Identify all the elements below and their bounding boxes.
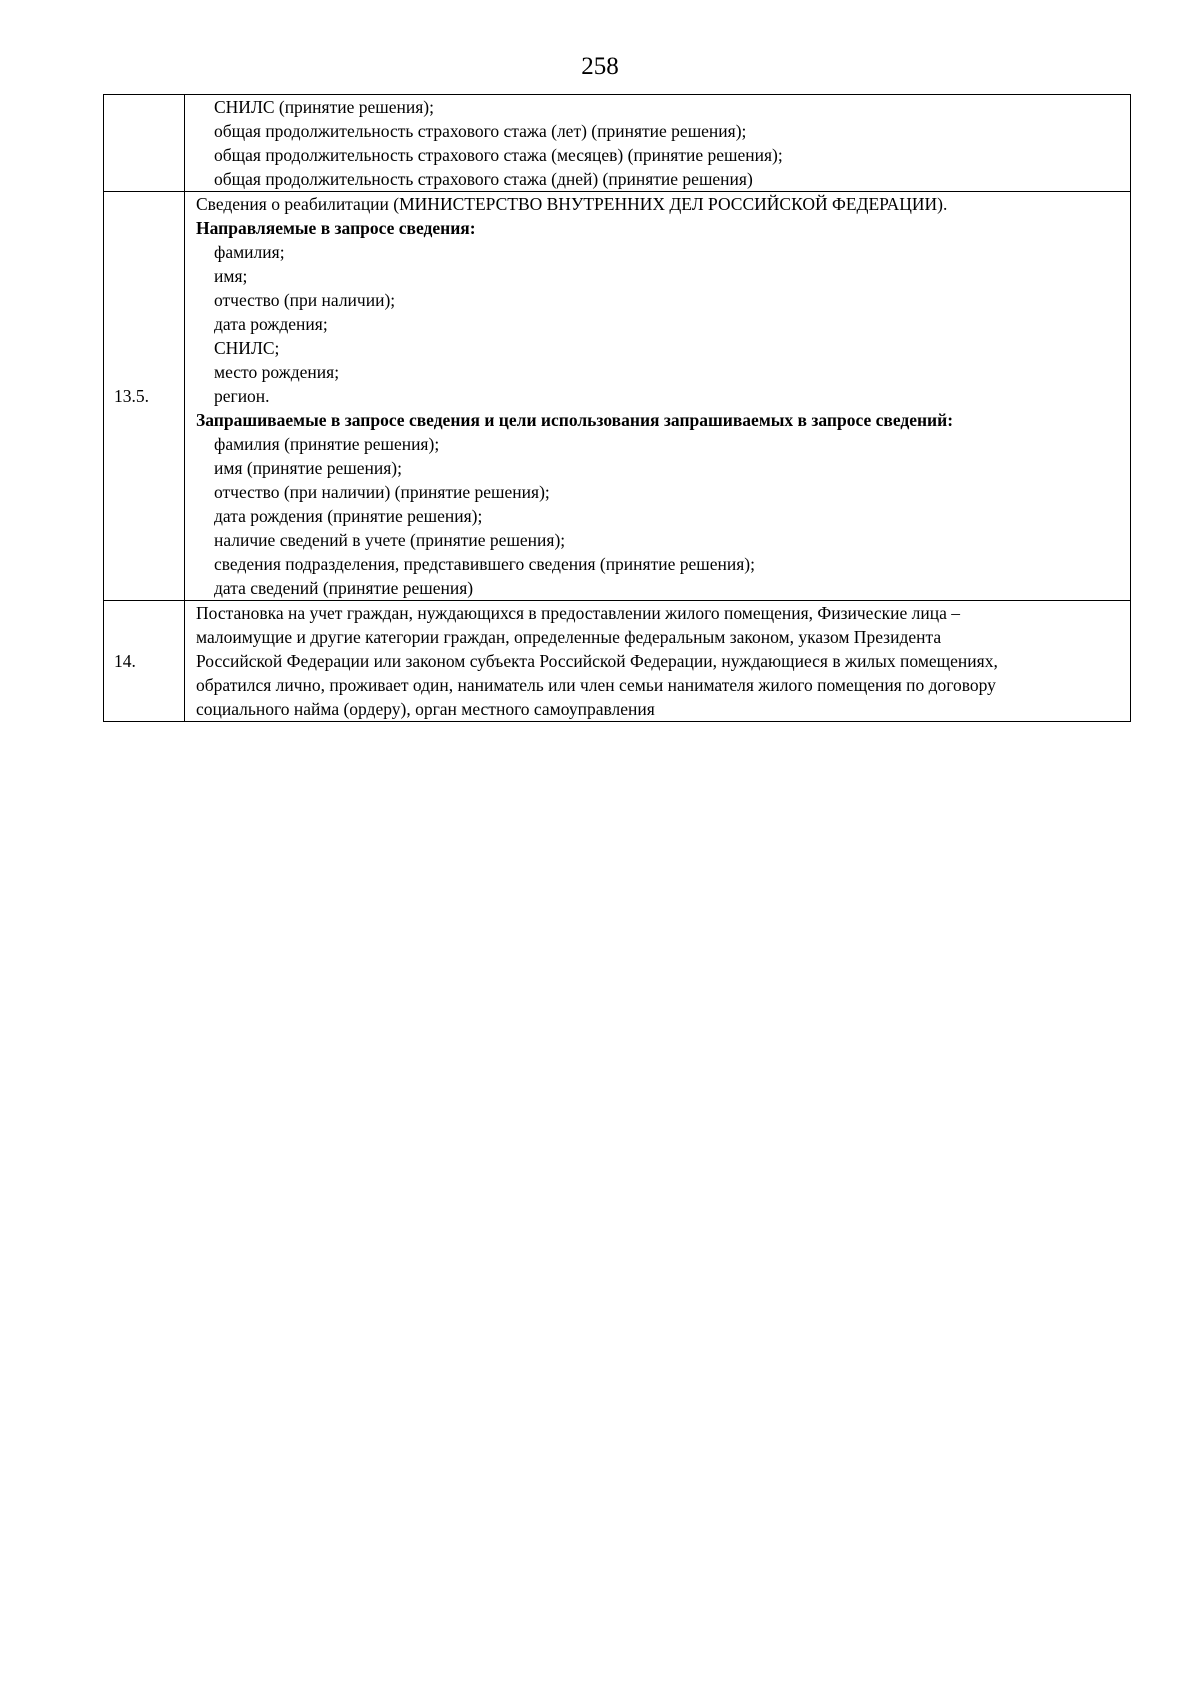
table-row [104, 192, 1131, 601]
requested-data-heading: Запрашиваемые в запросе сведения и цели использования запрашиваемых в запросе сведений: [196, 410, 954, 430]
document-table [103, 94, 1131, 722]
list-item: СНИЛС; [214, 338, 280, 358]
list-item: общая продолжительность страхового стажа (дней) (принятие решения) [214, 169, 753, 189]
list-item: общая продолжительность страхового стажа (лет) (принятие решения); [214, 121, 747, 141]
row-content-cell [185, 601, 1131, 722]
list-item: отчество (при наличии); [214, 290, 396, 310]
list-item: дата рождения; [214, 314, 328, 334]
row-number-cell: 14. [104, 601, 185, 722]
list-item: регион. [214, 386, 270, 406]
list-item: общая продолжительность страхового стажа (месяцев) (принятие решения); [214, 145, 783, 165]
list-item: отчество (при наличии) (принятие решения); [214, 482, 550, 502]
paragraph-line: Российской Федерации или законом субъекта Российской Федерации, нуждающиеся в жилых помещениях, [196, 651, 998, 671]
row-content-cell [185, 95, 1131, 192]
paragraph-line: малоимущие и другие категории граждан, определенные федеральным законом, указом Президента [196, 627, 942, 647]
list-item: фамилия (принятие решения); [214, 434, 440, 454]
row-number-cell [104, 95, 185, 192]
paragraph-line: обратился лично, проживает один, наниматель или член семьи нанимателя жилого помещения по договору [196, 675, 996, 695]
paragraph-line: социального найма (ордеру), орган местного самоуправления [196, 699, 655, 719]
table-row [104, 601, 1131, 722]
list-item: наличие сведений в учете (принятие решения); [214, 530, 566, 550]
page-number: 258 [581, 53, 619, 80]
list-item: место рождения; [214, 362, 340, 382]
list-item: сведения подразделения, представившего сведения (принятие решения); [214, 554, 755, 574]
sent-data-heading: Направляемые в запросе сведения: [196, 218, 476, 238]
list-item: имя (принятие решения); [214, 458, 402, 478]
paragraph-line: Постановка на учет граждан, нуждающихся в предоставлении жилого помещения, Физические лица – [196, 603, 960, 623]
list-item: дата рождения (принятие решения); [214, 506, 483, 526]
list-item: имя; [214, 266, 248, 286]
list-item: дата сведений (принятие решения) [214, 578, 474, 598]
list-item: фамилия; [214, 242, 285, 262]
row-number-cell: 13.5. [104, 192, 185, 601]
table-row [104, 95, 1131, 192]
section-title: Сведения о реабилитации (МИНИСТЕРСТВО ВНУТРЕННИХ ДЕЛ РОССИЙСКОЙ ФЕДЕРАЦИИ). [196, 194, 948, 214]
list-item: СНИЛС (принятие решения); [214, 97, 434, 117]
row-content-cell [185, 192, 1131, 601]
